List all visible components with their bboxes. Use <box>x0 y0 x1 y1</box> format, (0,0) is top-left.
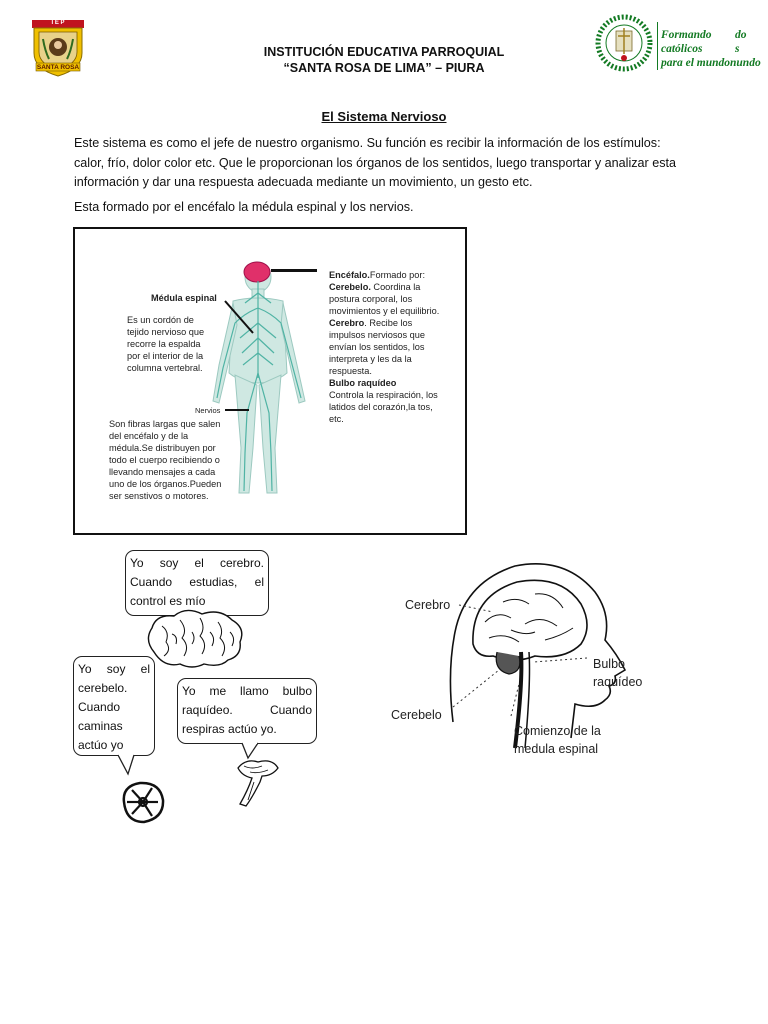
diocese-slogan <box>661 28 766 70</box>
bulbo-description: Controla la respiración, los latidos del corazón,la tos, etc. <box>329 390 438 424</box>
nervios-pointer-line <box>225 409 249 411</box>
diagram-label-comienzo-line1: Comienzo de la <box>514 724 601 738</box>
school-logo-bottom-text: SANTA ROSA <box>36 64 80 71</box>
brainstem-icon <box>232 756 284 810</box>
slogan-fragment-do: do <box>735 29 747 41</box>
medula-pointer-line <box>223 299 263 339</box>
diagram-label-comienzo <box>514 722 601 758</box>
encefalo-subtitle: Formado por: <box>369 270 426 280</box>
speech-bubble-cerebelo: Yo soy el cerebelo. Cuando caminas actúo yo <box>73 656 155 756</box>
cerebelo-title: Cerebelo. <box>329 282 371 292</box>
cerebellum-icon <box>118 778 168 826</box>
school-logo-top-text: I E P <box>51 20 65 26</box>
diocese-logo <box>594 14 656 72</box>
diagram-label-bulbo-line2: raquídeo <box>593 675 643 689</box>
cerebro-description: . Recibe los impulsos nerviosos que envían los sentidos, los interpreta y les da la respuesta. <box>329 318 426 376</box>
encefalo-title: Encéfalo. <box>329 270 370 280</box>
intro-paragraph: Este sistema es como el jefe de nuestro organismo. Su función es recibir la información de los estímulos: calor, frío, dolor color etc. Que le proporcionan los órganos de los sentidos, luego transportar y analizar esta información y dar una respuesta adecuada mediante un movimiento, un gesto etc. <box>74 136 677 189</box>
slogan-fragment-s: s <box>735 43 740 55</box>
diagram-label-bulbo <box>593 655 642 691</box>
nervios-label: Nervios <box>195 406 221 415</box>
nervous-system-figure <box>73 227 467 535</box>
diagram-label-bulbo-line1: Bulbo <box>593 657 625 671</box>
brain-icon <box>244 262 270 282</box>
diagram-label-cerebro: Cerebro <box>405 598 451 612</box>
institution-name: INSTITUCIÓN EDUCATIVA PARROQUIAL <box>263 45 505 59</box>
speech-bubble-bulbo: Yo me llamo bulbo raquídeo. Cuando respiras actúo yo. <box>177 678 317 744</box>
medula-description: Es un cordón de tejido nervioso que recorre la espalda por el interior de la columna vertebral. <box>127 315 205 373</box>
medula-title: Médula espinal <box>151 293 217 303</box>
slogan-word-formando: Formando <box>661 29 712 41</box>
diagram-label-cerebelo: Cerebelo <box>391 708 442 722</box>
bubble-tail-cerebelo <box>116 754 138 776</box>
logo-divider <box>657 22 658 70</box>
bulbo-title: Bulbo raquídeo <box>329 378 397 388</box>
slogan-word-catolicos: católicos <box>661 43 703 55</box>
diagram-label-comienzo-line2: medula espinal <box>514 742 599 756</box>
cerebelo-description: Coordina la postura corporal, los movimientos y el equilibrio. <box>329 282 440 316</box>
institution-location: “SANTA ROSA DE LIMA” – PIURA <box>283 61 485 75</box>
speech-bubble-cerebro: Yo soy el cerebro. Cuando estudias, el control es mío <box>125 550 269 616</box>
document-title: El Sistema Nervioso <box>321 109 447 124</box>
cerebro-title: Cerebro <box>329 318 365 328</box>
nervios-description: Son fibras largas que salen del encéfalo y de la médula.Se distribuyen por todo el cuerpo recibiendo o llevando mensajes a cada uno de los órganos.Pueden ser senstivos o motores. <box>109 419 222 501</box>
slogan-line-3: para el mundonundo <box>661 57 761 69</box>
cartoon-brain-icon <box>142 608 248 670</box>
composition-paragraph: Esta formado por el encéfalo la médula espinal y los nervios. <box>74 200 414 214</box>
encefalo-pointer-line <box>271 269 317 272</box>
encefalo-block <box>329 269 449 425</box>
